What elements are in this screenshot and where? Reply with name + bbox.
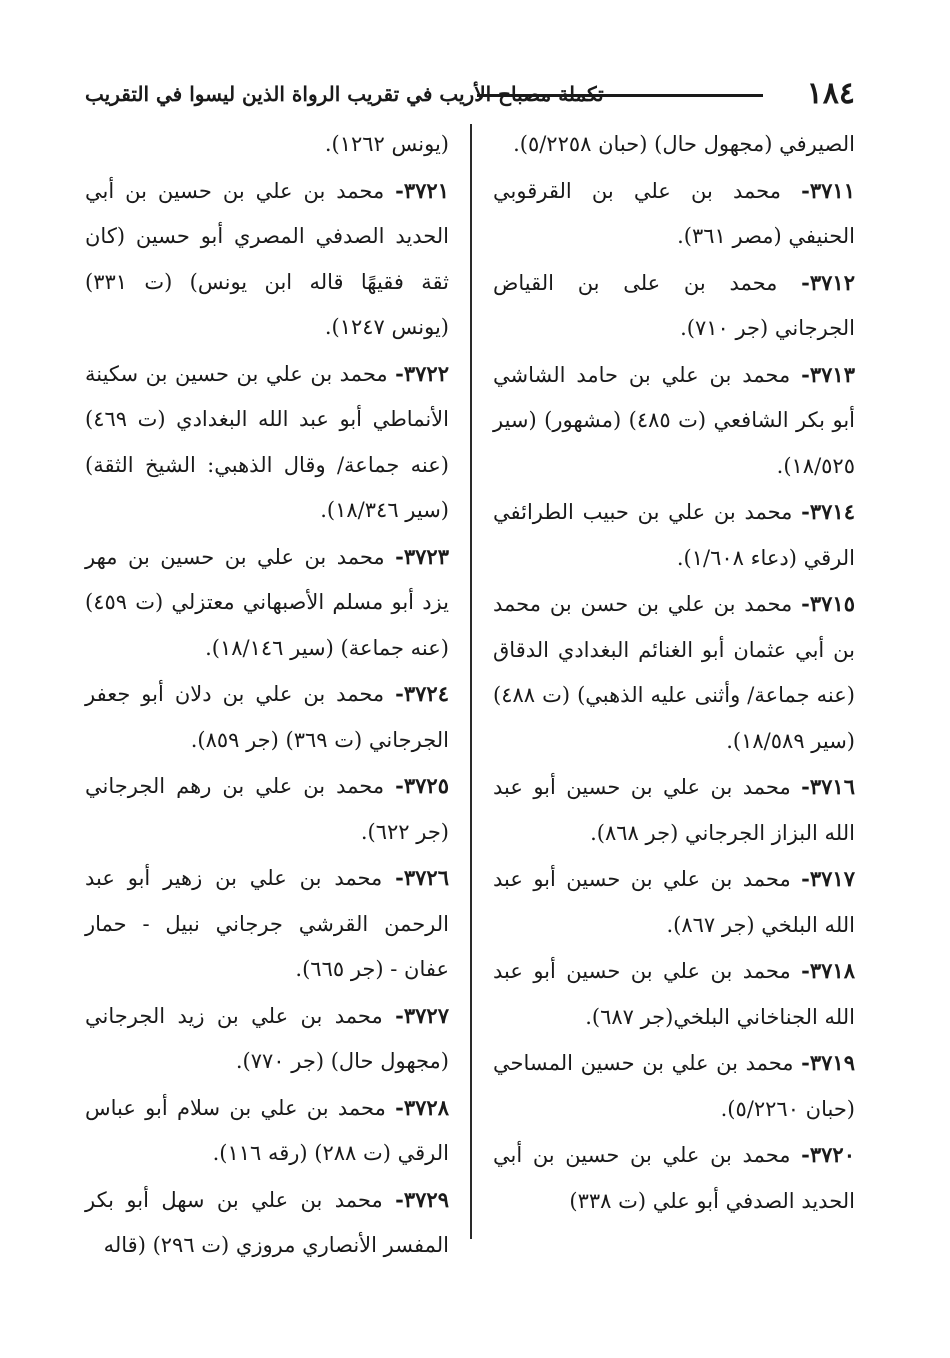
entry-text: محمد بن علي بن زيد الجرجاني (مجهول حال) (جر ٧٧٠). bbox=[85, 1003, 449, 1073]
entry-number: ٣٧٢٨- bbox=[395, 1094, 449, 1120]
entry-3715 bbox=[493, 581, 855, 764]
entry-number: ٣٧٢٢- bbox=[395, 360, 449, 386]
column-divider bbox=[470, 124, 472, 1239]
entry-number: ٣٧٢١- bbox=[395, 177, 449, 203]
entry-3723 bbox=[85, 534, 449, 672]
entry-3721 bbox=[85, 168, 449, 351]
entry-text: محمد بن علي بن دلان أبو جعفر الجرجاني (ت ٣٦٩) (جر ٨٥٩). bbox=[85, 682, 449, 752]
entry-text: محمد بن علي بن حسين بن سكينة الأنماطي أبو عبد الله البغدادي (ت ٤٦٩) (عنه جماعة/ وقال الذهبي: الشيخ الثقة) (سير ١٨/٣٤٦). bbox=[85, 361, 449, 522]
entry-text: الصيرفي (مجهول حال) (حبان ٥/٢٢٥٨). bbox=[513, 132, 855, 156]
running-title: تكملة مصباح الأريب في تقريب الرواة الذين ليسوا في التقريب bbox=[85, 82, 604, 106]
entry-number: ٣٧١٧- bbox=[801, 866, 855, 891]
entry-3718 bbox=[493, 948, 855, 1040]
page-header bbox=[85, 74, 855, 114]
entry-3724 bbox=[85, 671, 449, 763]
entry-number: ٣٧٢٧- bbox=[395, 1002, 449, 1028]
entry-text: محمد بن علي بن حسين بن أبي الحديد الصدفي أبو علي (ت ٣٣٨) bbox=[493, 1143, 855, 1213]
entry-3712 bbox=[493, 260, 855, 352]
entry-3727 bbox=[85, 993, 449, 1085]
entry-number: ٣٧٢٤- bbox=[395, 681, 449, 706]
entry-number: ٣٧١٥- bbox=[801, 591, 855, 616]
entry-3725 bbox=[85, 763, 449, 855]
entry-text: محمد بن علي بن رهم الجرجاني (جر ٦٢٢). bbox=[85, 774, 449, 844]
entry-text: محمد بن علي بن سلام أبو عباس الرقي (ت ٢٨٨) (رقه ١١٦). bbox=[85, 1095, 449, 1165]
entry-text: محمد بن علي بن حسين المساحي (حبان ٥/٢٢٦٠). bbox=[493, 1051, 855, 1121]
entry-text: محمد بن علي بن حسين أبو عبد الله البزاز الجرجاني (جر ٨٦٨). bbox=[493, 775, 855, 845]
entry-3711 bbox=[493, 168, 855, 260]
entry-3713 bbox=[493, 352, 855, 490]
entry-3716 bbox=[493, 764, 855, 856]
entry-text: محمد بن علي بن زهير أبو عبد الرحمن القرشي جرجاني نبيل - حمار عفان - (جر ٦٦٥). bbox=[85, 866, 449, 981]
entry-text: محمد بن علي بن حسين بن مهر يزد أبو مسلم الأصبهاني معتزلي (ت ٤٥٩) (عنه جماعة) (سير ١٨/١٤٦). bbox=[85, 544, 449, 660]
page-number: ١٨٤ bbox=[806, 76, 855, 111]
entry-text: محمد بن علي بن حسن بن محمد بن أبي عثمان أبو الغنائم البغدادي الدقاق (عنه جماعة/ وأثنى عليه الذهبي) (ت ٤٨٨) (سير ١٨/٥٨٩). bbox=[493, 592, 855, 753]
entry-3722 bbox=[85, 351, 449, 534]
entry-number: ٣٧١٦- bbox=[801, 774, 855, 799]
entry-number: ٣٧١٩- bbox=[801, 1050, 855, 1075]
entry-3720-continued bbox=[85, 122, 449, 168]
entry-3726 bbox=[85, 855, 449, 993]
entry-number: ٣٧٢٣- bbox=[395, 543, 449, 569]
entry-3720 bbox=[493, 1132, 855, 1224]
entry-text: محمد بن على بن القياض الجرجاني (جر ٧١٠). bbox=[493, 270, 855, 340]
entry-number: ٣٧١٤- bbox=[801, 499, 855, 524]
entry-number: ٣٧١٨- bbox=[801, 958, 855, 983]
entry-text: (يونس ١٢٦٢). bbox=[324, 132, 449, 156]
right-column bbox=[493, 122, 855, 1224]
entry-number: ٣٧١١- bbox=[801, 177, 855, 203]
entry-3728 bbox=[85, 1085, 449, 1177]
entry-text: محمد بن علي بن القرقوبي الحنيفي (مصر ٣٦١). bbox=[493, 178, 855, 248]
entry-text: محمد بن علي بن حسين بن أبي الحديد الصدفي المصري أبو حسين (كان ثقة فقيهًا قاله ابن يونس) (ت ٣٣١) (يونس ١٢٤٧). bbox=[85, 178, 449, 339]
entry-3714 bbox=[493, 489, 855, 581]
entry-3710-continued bbox=[493, 122, 855, 168]
entry-number: ٣٧١٣- bbox=[801, 361, 855, 387]
entry-number: ٣٧١٢- bbox=[801, 269, 855, 295]
entry-text: محمد بن علي بن حسين أبو عبد الله البلخي (جر ٨٦٧). bbox=[493, 867, 855, 937]
entry-number: ٣٧٢٥- bbox=[395, 773, 449, 798]
entry-text: محمد بن علي بن حسين أبو عبد الله الجناخاني البلخي(جر ٦٨٧). bbox=[493, 959, 855, 1029]
left-column bbox=[85, 122, 449, 1269]
entry-number: ٣٧٢٩- bbox=[395, 1186, 449, 1212]
entry-3729 bbox=[85, 1177, 449, 1269]
entry-number: ٣٧٢٦- bbox=[395, 865, 449, 890]
entry-3719 bbox=[493, 1040, 855, 1132]
entry-text: محمد بن علي بن سهل أبو بكر المفسر الأنصاري مروزي (ت ٢٩٦) (قاله bbox=[85, 1187, 449, 1257]
entry-number: ٣٧٢٠- bbox=[801, 1142, 855, 1167]
entry-text: محمد بن علي بن حبيب الطرائفي الرقي (دعاء ١/٦٠٨). bbox=[493, 500, 855, 570]
entry-3717 bbox=[493, 856, 855, 948]
entry-text: محمد بن علي بن حامد الشاشي أبو بكر الشافعي (ت ٤٨٥) (مشهور) (سير ١٨/٥٢٥). bbox=[493, 362, 855, 478]
